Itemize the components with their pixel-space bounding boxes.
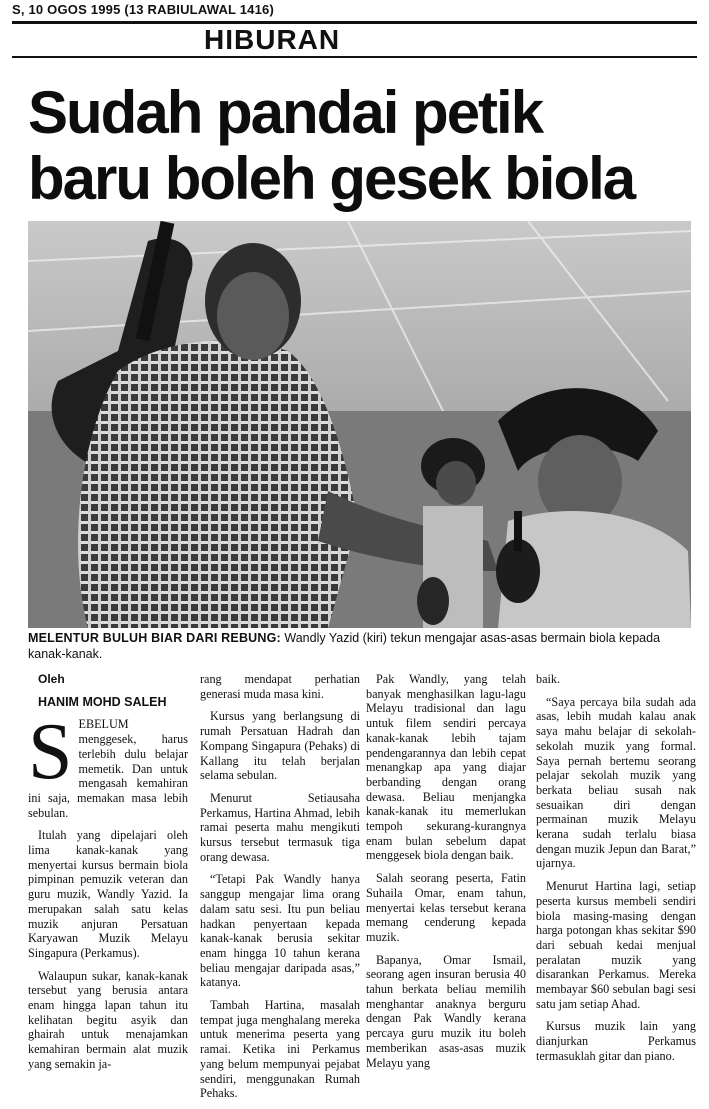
byline-name: HANIM MOHD SALEH: [38, 694, 167, 709]
photo-illustration: [28, 221, 691, 628]
paragraph: rang mendapat perhatian generasi muda masa kini.: [200, 672, 360, 701]
paragraph: “Tetapi Pak Wandly hanya sanggup mengajar lima orang dalam satu sesi. Itu pun beliau hadkan penyertaan kepada kanak-kanak berusia sekitar enam hingga 10 tahun kerana beliau mengajar daripada asas,” katanya.: [200, 872, 360, 990]
paragraph: Salah seorang peserta, Fatin Suhaila Omar, enam tahun, menyertai kelas tersebut kerana memang cenderung kepada muzik.: [366, 871, 526, 944]
article-column-4: [536, 672, 696, 1072]
paragraph: baik.: [536, 672, 561, 686]
paragraph: Bapanya, Omar Ismail, seorang agen insuran berusia 40 tahun berkata beliau memilih menghantar anaknya berguru dengan Pak Wandly kerana percaya guru muzik itu boleh memberikan asas-asas muzik Melayu yang: [366, 952, 526, 1070]
caption-text: Wandly Yazid (kiri) tekun mengajar asas-asas bermain biola kepada kanak-kanak.: [28, 631, 661, 661]
headline-line-2: baru boleh gesek biola: [28, 145, 635, 212]
drop-cap: S: [28, 708, 73, 797]
paragraph: Tambah Hartina, masalah tempat juga menghalang mereka untuk menerima peserta yang ramai. Ketika ini Perkamus yang belum mempunyai pejabat sendiri, menggunakan Rumah Pehaks.: [200, 998, 360, 1101]
paragraph: “Saya percaya bila sudah ada asas, lebih mudah kalau anak saya mahu belajar di sekolah-sekolah muzik yang formal. Saya pernah bertemu seorang pelajar sekolah muzik yang berkata beliau susah nak sesuaikan diri dengan permainan muzik Melayu kerana sudah terlalu biasa dengan muzik Jepun dan Barat,” ujarnya.: [536, 694, 696, 871]
paragraph-text: EBELUM menggesek, harus terlebih dulu belajar memetik. Dan untuk mengasah kemahiran ini saja, memakan masa lebih sebulan.: [28, 717, 188, 820]
article-photo: [28, 221, 691, 628]
top-rule: [12, 21, 697, 24]
paragraph: Menurut Hartina lagi, setiap peserta kursus membeli sendiri biola masing-masing dengan harga potongan khas sekitar $90 dari sebuah kedai menjual peralatan muzik yang disarankan Perkamus. Mereka membayar $60 sebulan bagi sesi satu jam setiap Ahad.: [536, 879, 696, 1011]
article-column-2: [200, 672, 360, 1109]
paragraph: Kursus muzik lain yang dianjurkan Perkamus termasuklah gitar dan piano.: [536, 1019, 696, 1063]
paragraph: Pak Wandly, yang telah banyak menghasilkan lagu-lagu Melayu tradisional dan lagu untuk filem sendiri percaya kanak-kanak lebih tajam pendengarannya dan lebih cepat menangkap apa yang diajar berbanding dengan orang dewasa. Beliau menjangka kanak-kanak itu memerlukan tempoh sekurang-kurangnya enam bulan sebelum dapat menggesek biola dengan baik.: [366, 672, 526, 863]
article-column-3: [366, 672, 526, 1078]
paragraph: [28, 708, 188, 820]
caption-lead: MELENTUR BULUH BIAR DARI REBUNG:: [28, 631, 281, 645]
paragraph: Walaupun sukar, kanak-kanak tersebut yang berusia antara enam hingga lapan tahun itu kelihatan begitu asyik dan ghairah untuk menajamkan kemahiran bermain alat muzik yang semakin ja-: [28, 968, 188, 1071]
photo-caption: [28, 630, 693, 662]
section-rule: [12, 56, 697, 58]
headline-line-1: Sudah pandai petik: [28, 79, 543, 146]
dateline: S, 10 OGOS 1995 (13 RABIULAWAL 1416): [12, 2, 275, 17]
paragraph: Menurut Setiausaha Perkamus, Hartina Ahmad, lebih ramai peserta mahu mengikuti kursus tersebut termasuk tiga orang dewasa.: [200, 790, 360, 864]
article-column-1: [28, 672, 188, 1080]
paragraph: Kursus yang berlangsung di rumah Persatuan Hadrah dan Kompang Singapura (Pehaks) di Kallang itu telah berjalan selama sebulan.: [200, 709, 360, 783]
paragraph: Itulah yang dipelajari oleh lima kanak-kanak yang menyertai kursus bermain biola pimpinan pemuzik veteran dan guru muzik, Wandly Yazid. Ia merupakan salah satu kelas muzik anjuran Persatuan Karyawan Muzik Melayu Singapura (Perkamus).: [28, 828, 188, 960]
section-title: HIBURAN: [204, 24, 341, 55]
headline: [28, 80, 698, 212]
byline-label: Oleh: [38, 672, 65, 686]
